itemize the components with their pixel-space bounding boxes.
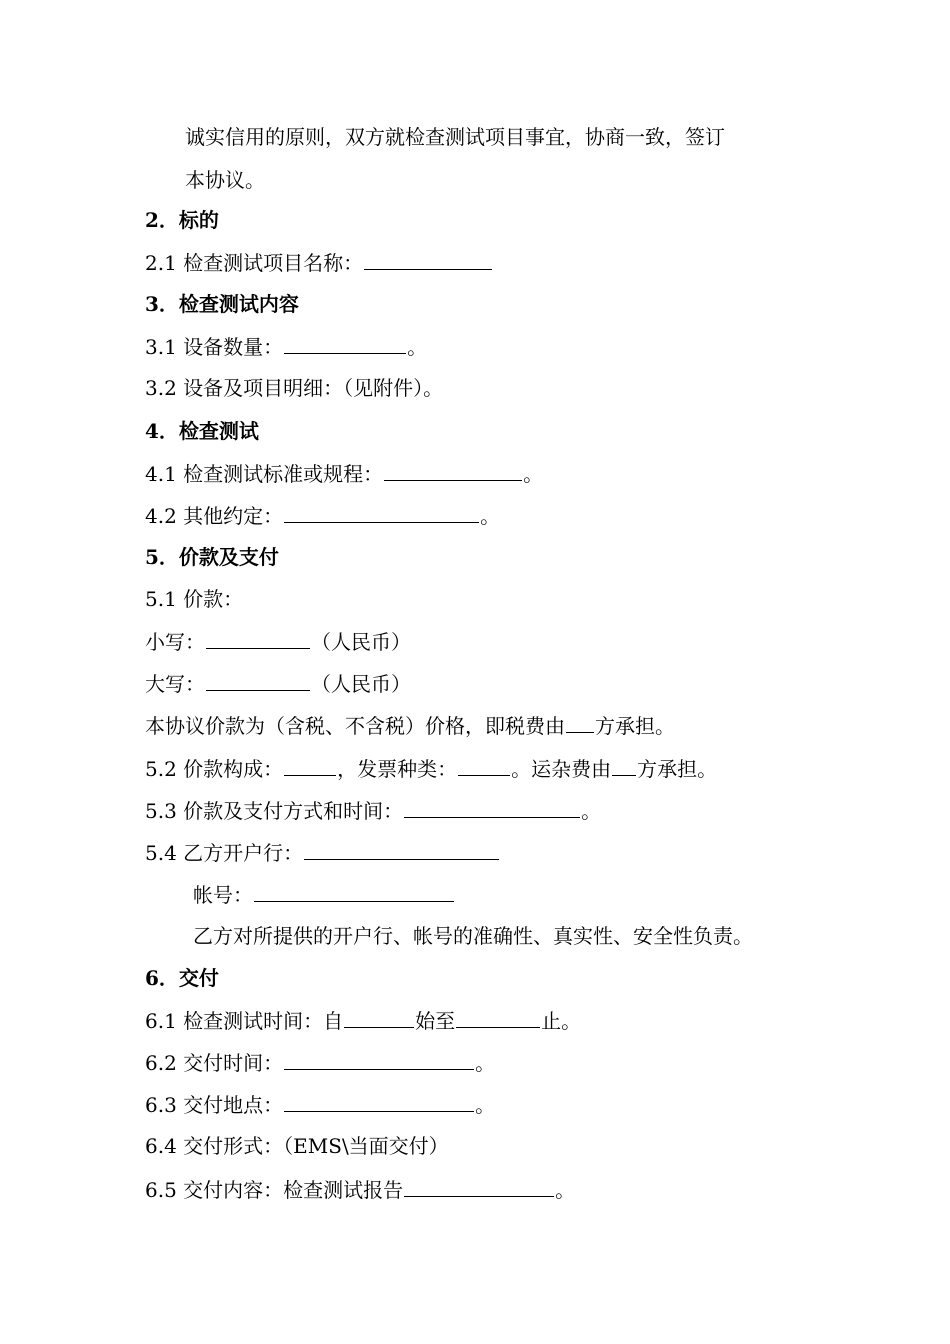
item-5-4 [145,837,500,867]
tax-line [145,710,675,740]
freight-party-blank[interactable] [612,753,636,776]
start-time-blank[interactable] [344,1005,414,1028]
other-agreement-blank[interactable] [284,500,479,523]
item-4-2-label: 4.2 其他约定： [145,504,284,528]
item-4-1-end: 。 [523,462,544,486]
item-3-1-label: 3.1 设备数量： [145,335,284,359]
project-name-blank[interactable] [364,247,492,270]
price-big-blank[interactable] [206,668,310,691]
price-small-unit: （人民币） [311,630,411,654]
account-blank[interactable] [254,879,454,902]
price-small-label: 小写： [145,630,205,654]
account-line [193,879,455,909]
invoice-type-blank[interactable] [458,753,510,776]
item-6-2-end: 。 [475,1051,496,1075]
item-6-5-end: 。 [555,1178,576,1202]
item-6-3-end: 。 [475,1093,496,1117]
item-6-1-mid: 始至 [415,1009,456,1033]
item-6-5-label: 6.5 交付内容：检查测试报告 [145,1178,404,1202]
item-2-1 [145,247,493,277]
item-5-3 [145,795,601,825]
price-big-unit: （人民币） [311,672,411,696]
item-3-2: 3.2 设备及项目明细：（见附件）。 [145,376,444,400]
account-label: 帐号： [193,883,253,907]
section-5-heading: 5．价款及支付 [145,545,279,569]
section-2-heading: 2．标的 [145,208,219,232]
freight-end: 方承担。 [637,757,718,781]
invoice-type-label: ，发票种类： [337,757,458,781]
item-5-3-label: 5.3 价款及支付方式和时间： [145,799,404,823]
end-time-blank[interactable] [456,1005,540,1028]
item-6-2-label: 6.2 交付时间： [145,1051,284,1075]
intro-line-1: 诚实信用的原则，双方就检查测试项目事宜，协商一致，签订 [185,125,725,149]
item-3-1-end: 。 [407,335,428,359]
item-5-1: 5.1 价款： [145,587,244,611]
freight-label: 。运杂费由 [511,757,612,781]
account-note: 乙方对所提供的开户行、帐号的准确性、真实性、安全性负责。 [193,924,753,948]
item-6-4: 6.4 交付形式：（EMS\当面交付） [145,1134,449,1158]
price-small-blank[interactable] [206,626,310,649]
intro-line-2: 本协议。 [185,168,265,192]
item-5-4-label: 5.4 乙方开户行： [145,841,304,865]
item-2-1-label: 2.1 检查测试项目名称： [145,251,364,275]
item-6-3-label: 6.3 交付地点： [145,1093,284,1117]
item-6-1 [145,1005,581,1035]
item-6-3 [145,1089,495,1119]
section-3-heading: 3．检查测试内容 [145,292,299,316]
delivery-time-blank[interactable] [284,1047,474,1070]
standard-blank[interactable] [384,458,522,481]
item-4-2-end: 。 [480,504,501,528]
price-big [145,668,411,698]
item-5-2-label: 5.2 价款构成： [145,757,284,781]
price-composition-blank[interactable] [284,753,336,776]
item-3-1 [145,331,427,361]
section-4-heading: 4．检查测试 [145,419,259,443]
item-4-2 [145,500,500,530]
device-count-blank[interactable] [284,331,406,354]
payment-method-blank[interactable] [404,795,580,818]
item-5-2 [145,753,717,783]
tax-text-b: 方承担。 [595,714,675,738]
price-big-label: 大写： [145,672,205,696]
report-blank[interactable] [404,1174,554,1197]
delivery-place-blank[interactable] [284,1089,474,1112]
item-6-2 [145,1047,495,1077]
item-4-1 [145,458,543,488]
tax-text-a: 本协议价款为（含税、不含税）价格，即税费由 [145,714,565,738]
item-6-5 [145,1174,575,1204]
tax-party-blank[interactable] [566,710,594,733]
section-6-heading: 6．交付 [145,966,219,990]
item-5-3-end: 。 [581,799,602,823]
price-small [145,626,411,656]
item-4-1-label: 4.1 检查测试标准或规程： [145,462,384,486]
bank-blank[interactable] [304,837,499,860]
item-6-1-label: 6.1 检查测试时间：自 [145,1009,344,1033]
item-6-1-end: 止。 [541,1009,582,1033]
